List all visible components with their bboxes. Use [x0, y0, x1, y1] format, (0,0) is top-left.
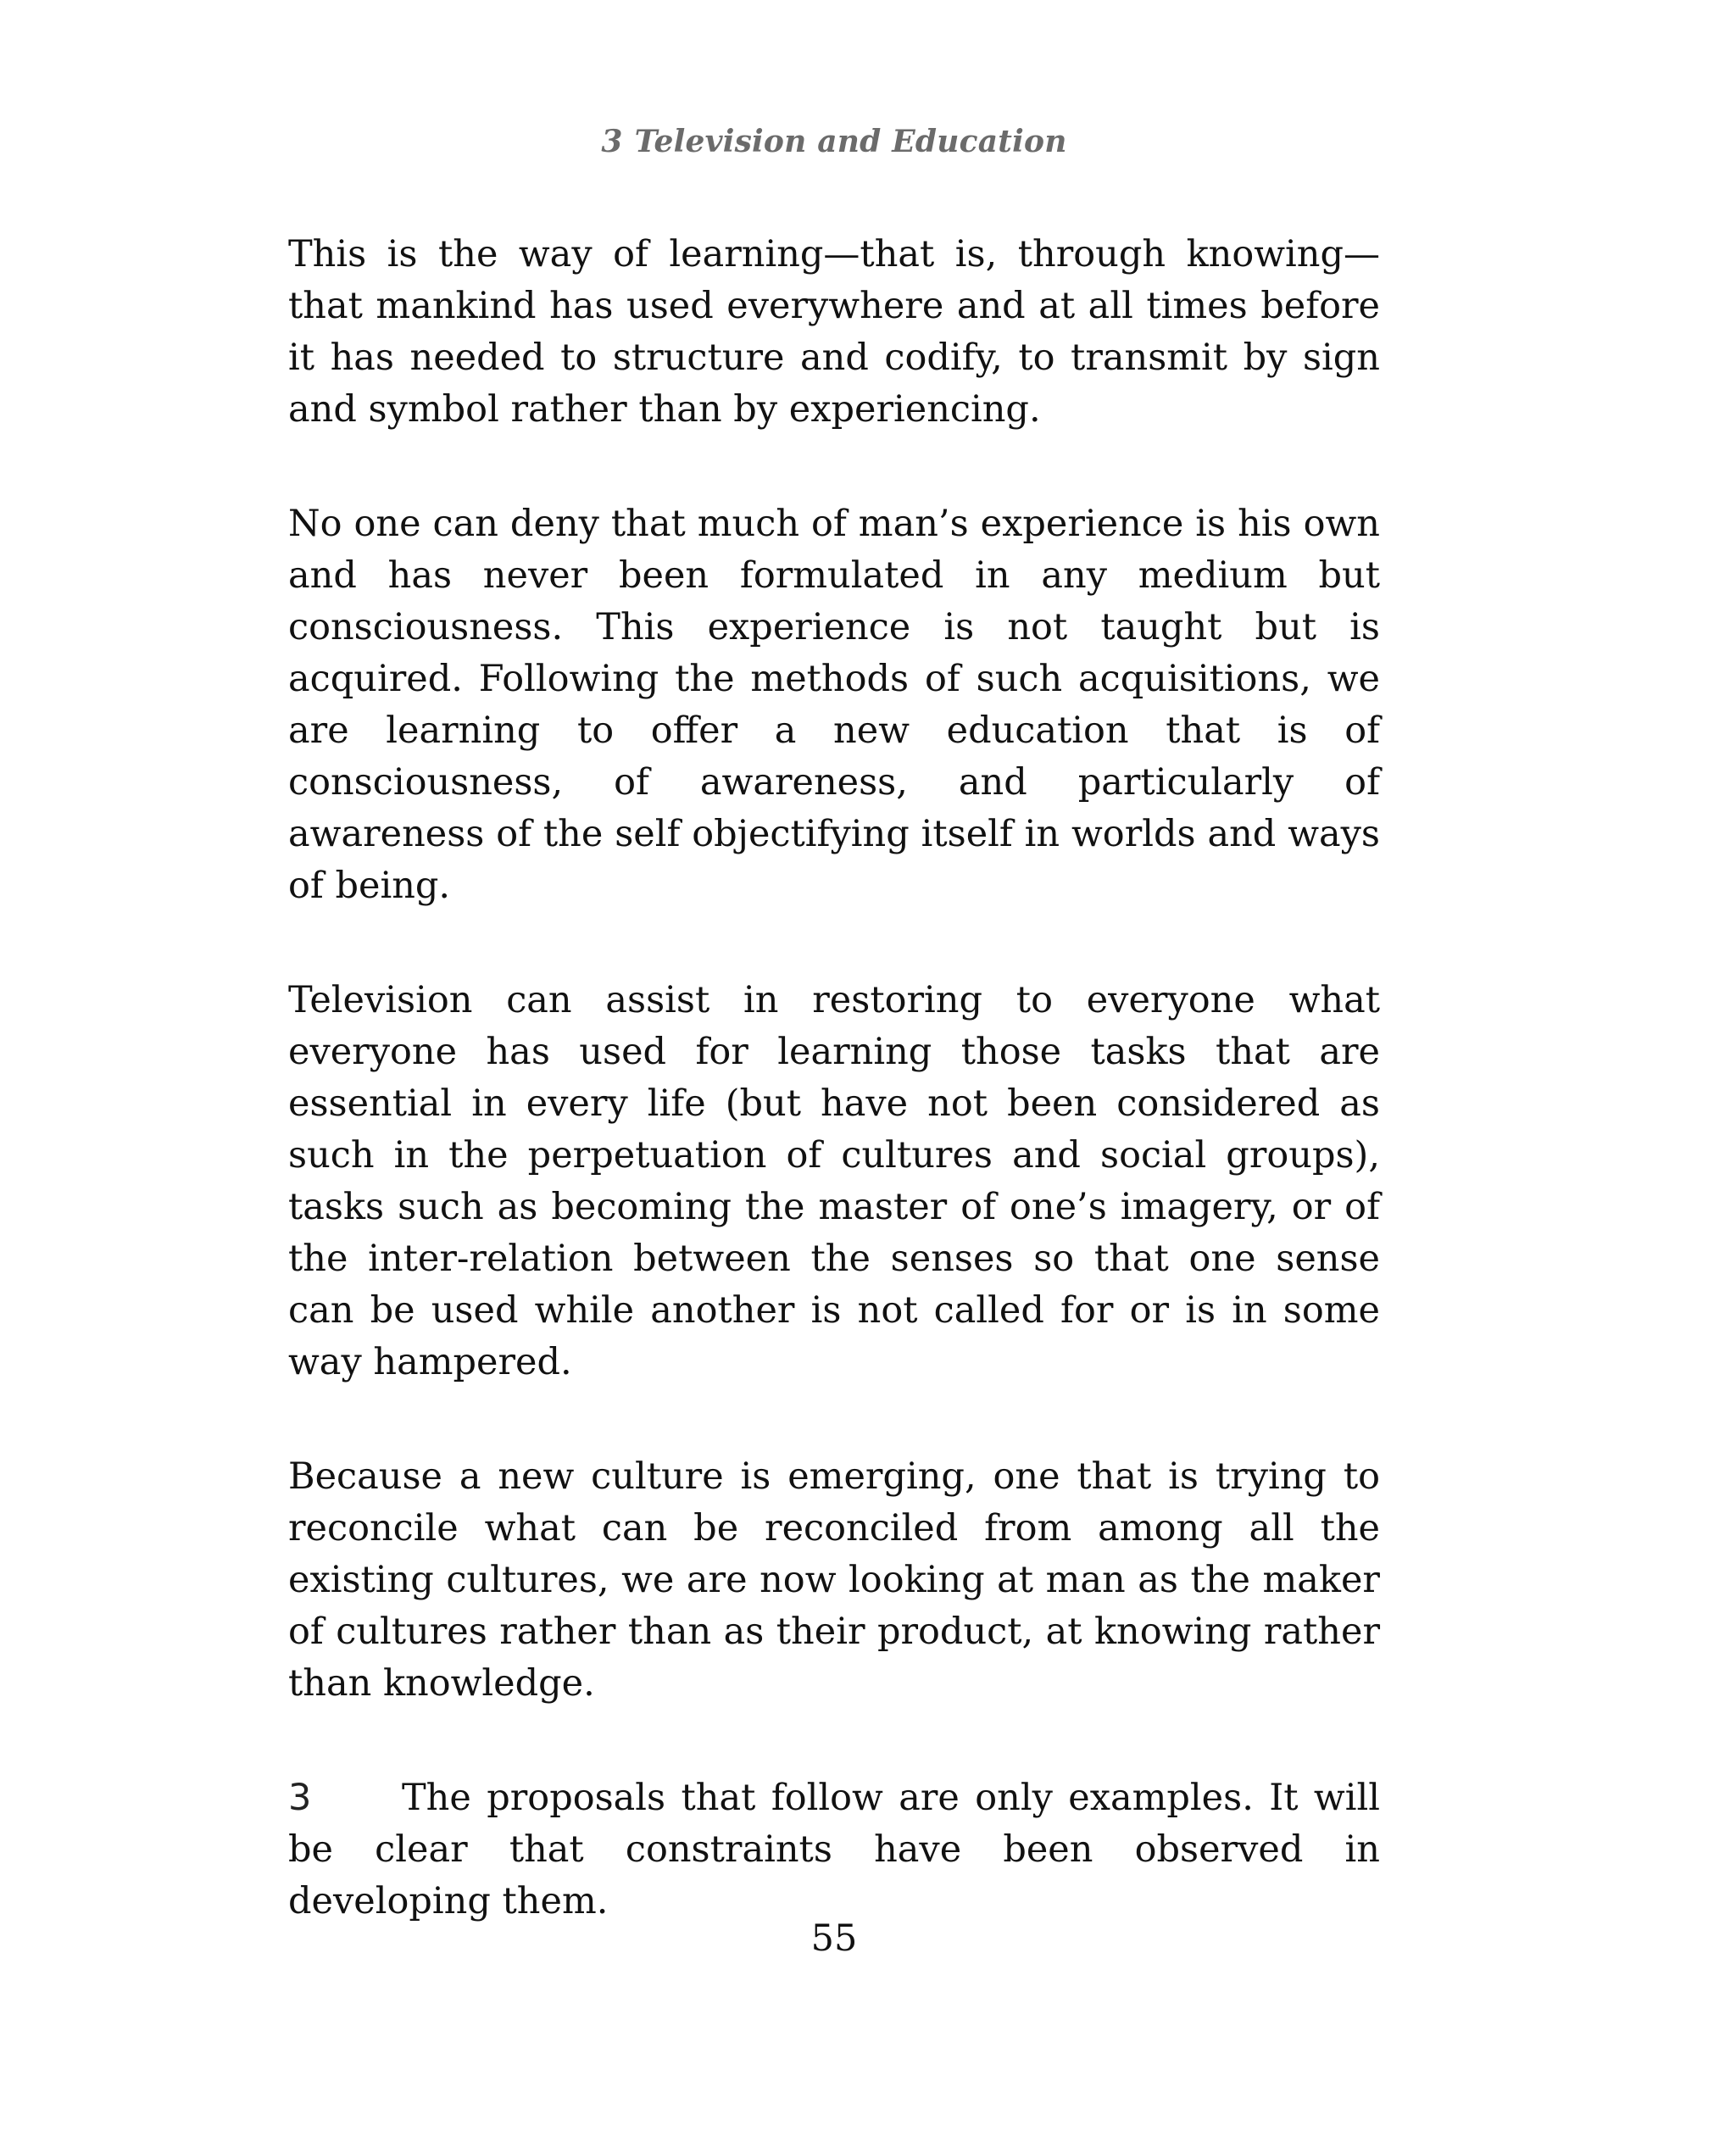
section-number: 3 [288, 1777, 312, 1819]
paragraph-1: This is the way of learning—that is, through knowing—that mankind has used everywhere and at all times before it has needed to structure and codify, to transmit by sign and symbol rather than by experiencing. [288, 233, 1380, 431]
paragraph-4: Because a new culture is emerging, one that is trying to reconcile what can be reconciled from among all the existing cultures, we are now looking at man as the maker of cultures rather than as their product, at knowing rather than knowledge. [288, 1455, 1380, 1705]
running-head [0, 124, 1668, 159]
chapter-number: 3 [601, 124, 623, 159]
section-text: The proposals that follow are only examples. It will be clear that constraints have been observed in developing them. [288, 1777, 1380, 1922]
paragraph-3: Television can assist in restoring to everyone what everyone has used for learning those tasks that are essential in every life (but have not been considered as such in the perpetuation of cultures and social groups), tasks such as becoming the master of one’s imagery, or of the inter-relation between the senses so that one sense can be used while another is not called for or is in some way hampered. [288, 979, 1380, 1383]
body-text [288, 229, 1380, 1990]
paragraph-2: No one can deny that much of man’s experience is his own and has never been formulated in any medium but consciousness. This experience is not taught but is acquired. Following the methods of such acquisitions, we are learning to offer a new education that is of consciousness, of awareness, and particularly of awareness of the self objectifying itself in worlds and ways of being. [288, 503, 1380, 907]
section-paragraph [288, 1772, 1380, 1928]
page-number: 55 [810, 1917, 858, 1960]
chapter-title: Television and Education [634, 124, 1067, 159]
